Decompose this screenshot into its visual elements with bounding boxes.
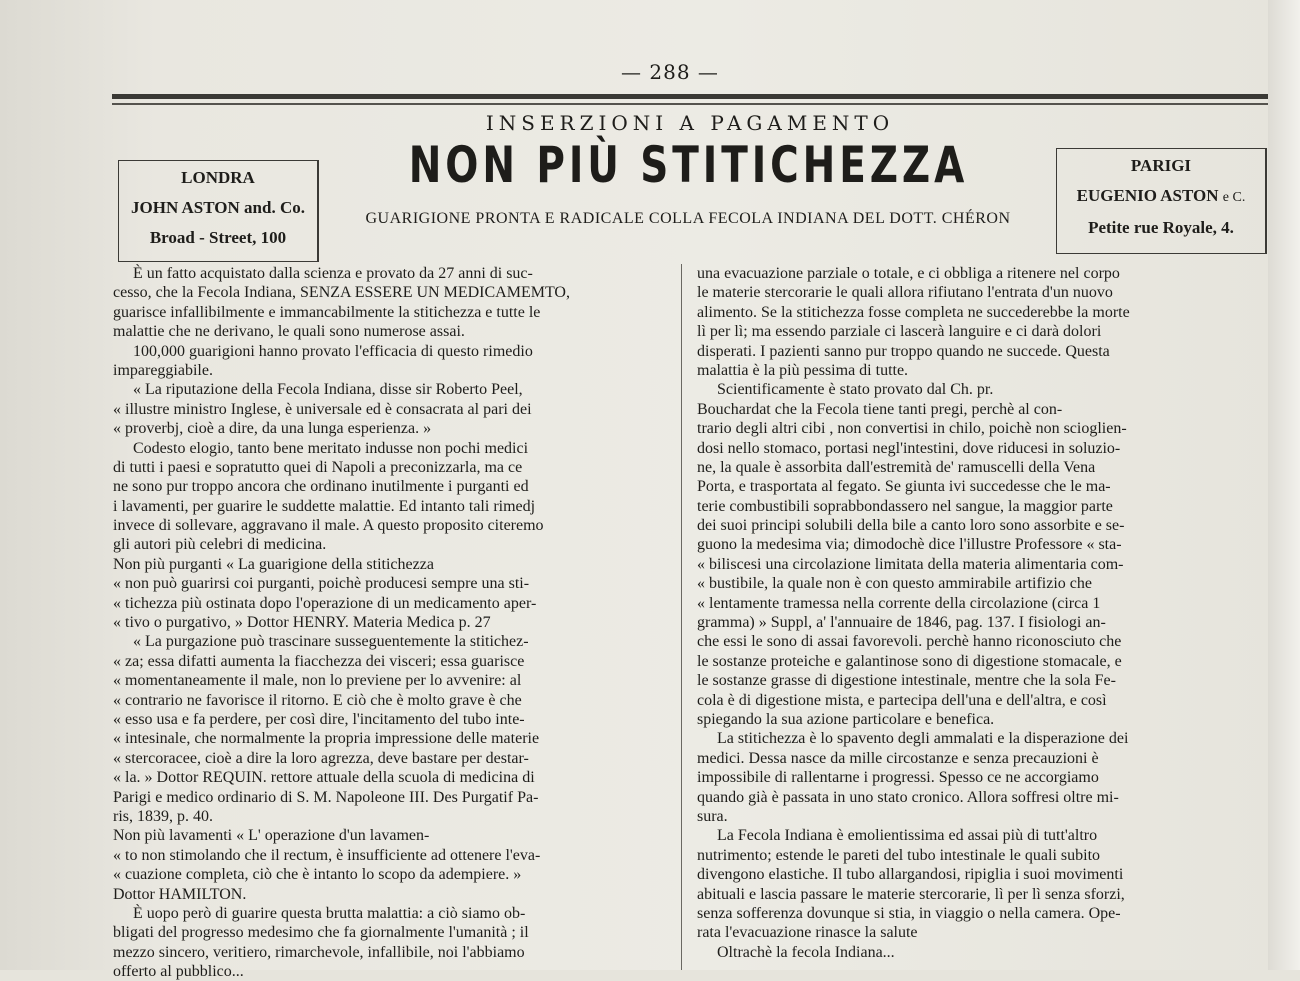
text-line: quando già è passata in uno stato cronico. Allora soffresi oltre mi- bbox=[697, 788, 1119, 806]
text-line: impossibile di rallentarne i progressi. Spesso ce ne accorgiamo bbox=[697, 769, 1099, 787]
text-line: le sostanze proteiche e galantinose sono di digestione stomacale, e bbox=[697, 652, 1122, 670]
text-line: Porta, e trasportata al fegato. Se giunta ivi succedesse che le ma- bbox=[697, 478, 1111, 496]
paris-address-box bbox=[1056, 148, 1267, 254]
article-right-column bbox=[697, 264, 1262, 962]
paris-address: Petite rue Royale, 4. bbox=[1088, 218, 1234, 237]
text-line: mezzo sincero, veritiero, rimarchevole, infallibile, noi l'abbiamo bbox=[113, 943, 525, 961]
text-line: « cuazione completa, ciò che è intanto lo scopo da adempiere. » bbox=[113, 866, 522, 884]
paris-firm-suffix: e C. bbox=[1222, 190, 1246, 205]
text-line: È un fatto acquistato dalla scienza e provato da 27 anni di suc- bbox=[133, 265, 533, 282]
paris-firm-line bbox=[1057, 181, 1265, 213]
text-line: disperati. I pazienti sanno pur troppo quando ne succede. Questa bbox=[697, 342, 1110, 360]
text-line: « illustre ministro Inglese, è universale ed è consacrata al pari dei bbox=[113, 400, 532, 418]
text-line: Parigi e medico ordinario di S. M. Napoleone III. Des Purgatif Pa- bbox=[113, 788, 539, 806]
text-line: guarisce infallibilmente e immancabilmente la stitichezza e tutte le bbox=[113, 303, 541, 321]
article-left-column bbox=[113, 264, 666, 981]
text-line: guono la medesima via; dimodochè dice l'illustre Professore « sta- bbox=[697, 536, 1122, 554]
text-line: « contrario ne favorisce il ritorno. E ciò che è molto grave è che bbox=[113, 691, 522, 709]
london-address: Broad - Street, 100 bbox=[149, 228, 287, 247]
text-line: cola è di digestione mista, e partecipa dell'una e dell'altra, e così bbox=[697, 691, 1107, 709]
text-line: « biliscesi una circolazione limitata della materia alimentaria com- bbox=[697, 555, 1124, 573]
text-line: Scientificamente è stato provato dal Ch. pr. bbox=[717, 381, 994, 399]
text-line: rata l'evacuazione rinasce la salute bbox=[697, 924, 918, 942]
text-line: medici. Dessa nasce da mille circostanze e senza precauzioni è bbox=[697, 749, 1099, 767]
section-title: INSERZIONI A PAGAMENTO bbox=[485, 111, 895, 135]
header-rule-thin bbox=[112, 103, 1268, 105]
ad-headline: NON PIÙ STITICHEZZA bbox=[408, 136, 969, 194]
text-line: « lentamente tramessa nella corrente della circolazione (circa 1 bbox=[697, 594, 1101, 612]
text-line: offerto al pubblico... bbox=[113, 963, 244, 981]
text-line: « La riputazione della Fecola Indiana, disse sir Roberto Peel, bbox=[133, 381, 523, 399]
text-line: « La purgazione può trascinare susseguentemente la stitichez- bbox=[133, 633, 529, 651]
text-line: « bustibile, la quale non è con questo ammirabile artifizio che bbox=[697, 575, 1092, 593]
text-line: ne, la quale è assorbita dall'estremità de' ramuscelli della Vena bbox=[697, 458, 1096, 476]
text-line: invece di sollevare, aggravano il male. A questo proposito citeremo bbox=[113, 517, 544, 535]
text-line: di tutti i paesi e sopratutto quei di Napoli a preconizzarla, ma ce bbox=[113, 458, 523, 476]
text-line: La Fecola Indiana è emolientissima ed assai più di tutt'altro bbox=[717, 827, 1098, 845]
text-line: Non più purganti « La guarigione della stitichezza bbox=[113, 555, 434, 573]
text-line: terie combustibili soprabbondassero nel sangue, la maggior parte bbox=[697, 497, 1113, 515]
text-line: « stercoracee, cioè a dire la loro agrezza, deve bastare per destar- bbox=[113, 749, 529, 767]
text-line: « tichezza più ostinata dopo l'operazione di un medicamento aper- bbox=[113, 594, 537, 612]
text-line: « la. » Dottor REQUIN. rettore attuale della scuola di medicina di bbox=[113, 769, 535, 787]
text-line: alimento. Se la stitichezza fosse completa ne succederebbe la morte bbox=[697, 303, 1130, 321]
london-address-box bbox=[118, 160, 319, 262]
page-edge bbox=[1268, 0, 1300, 970]
ad-subheadline: GUARIGIONE PRONTA E RADICALE COLLA FECOLA INDIANA DEL DOTT. CHÉRON bbox=[365, 210, 1011, 227]
text-line: gramma) » Suppl, a' l'annuaire de 1846, pag. 137. I fisiologi an- bbox=[697, 614, 1106, 632]
text-line: « to non stimolando che il rectum, è insufficiente ad ottenere l'eva- bbox=[113, 846, 541, 864]
text-line: malattia è la più pessima di tutte. bbox=[697, 361, 909, 379]
text-line: bligati del progresso medesimo che fa giornalmente l'umanità ; il bbox=[113, 924, 529, 942]
column-divider bbox=[681, 264, 682, 970]
text-line: dei suoi principi solubili della bile a canto loro sono assorbite e se- bbox=[697, 517, 1125, 535]
text-line: trario degli altri cibi , non convertisi in chilo, poichè non scioglien- bbox=[697, 420, 1127, 438]
text-line: « za; essa difatti aumenta la fiacchezza dei visceri; essa guarisce bbox=[113, 652, 525, 670]
text-line: spiegando la sua azione particolare e benefica. bbox=[697, 710, 995, 728]
text-line: « non può guarirsi coi purganti, poichè producesi sempre una sti- bbox=[113, 575, 530, 593]
text-line: lì per lì; ma essendo parziale ci lascerà languire e ci darà dolori bbox=[697, 323, 1102, 341]
text-line: una evacuazione parziale o totale, e ci obbliga a ritenere nel corpo bbox=[697, 265, 1120, 282]
text-line: che essi le sono di assai favorevoli. perchè hanno riconosciuto che bbox=[697, 633, 1122, 651]
text-line: senza sofferenza dovunque si stia, in viaggio o nella camera. Ope- bbox=[697, 904, 1121, 922]
text-line: dosi nello stomaco, portasi negl'intestini, dove riducesi in soluzio- bbox=[697, 439, 1121, 457]
text-line: impareggiabile. bbox=[113, 361, 213, 379]
text-line: abituali e lascia passare le materie stercorarie, lì per lì senza sforzi, bbox=[697, 885, 1125, 903]
text-line: nutrimento; estende le pareti del tubo intestinale le quali subito bbox=[697, 846, 1101, 864]
text-line: divengono elastiche. Il tubo allargandosi, ripiglia i suoi movimenti bbox=[697, 866, 1124, 884]
paris-city: PARIGI bbox=[1130, 156, 1192, 175]
text-line: gli autori più celebri di medicina. bbox=[113, 536, 327, 554]
london-firm: JOHN ASTON and. Co. bbox=[131, 198, 305, 217]
text-line: La stitichezza è lo spavento degli ammalati e la disperazione dei bbox=[717, 730, 1129, 748]
text-line: sura. bbox=[697, 807, 728, 825]
header-rule bbox=[112, 94, 1268, 99]
text-line: « proverbj, cioè a dire, da una lunga esperienza. » bbox=[113, 420, 432, 438]
text-line: « intesinale, che normalmente la propria impressione delle materie bbox=[113, 730, 540, 748]
text-line: i lavamenti, per guarire le suddette malattie. Ed intanto tali rimedj bbox=[113, 497, 536, 515]
text-line: Non più lavamenti « L' operazione d'un lavamen- bbox=[113, 827, 430, 845]
paris-firm: EUGENIO ASTON bbox=[1076, 186, 1219, 205]
text-line: le materie stercorarie le quali allora rifiutano l'entrata d'un nuovo bbox=[697, 284, 1113, 302]
text-line: « momentaneamente il male, non lo previene per lo avvenire: al bbox=[113, 672, 522, 690]
text-line: « esso usa e fa perdere, per così dire, l'incitamento del tubo inte- bbox=[113, 710, 525, 728]
text-line: malattie che ne derivano, le quali sono numerose assai. bbox=[113, 323, 465, 341]
london-city: LONDRA bbox=[181, 168, 255, 187]
text-line: ne sono pur troppo ancora che ordinano inutilmente i purganti ed bbox=[113, 478, 529, 496]
text-line: 100,000 guarigioni hanno provato l'efficacia di questo rimedio bbox=[133, 342, 533, 360]
text-line: Dottor HAMILTON. bbox=[113, 885, 247, 903]
text-line: Bouchardat che la Fecola tiene tanti pregi, perchè al con- bbox=[697, 400, 1063, 418]
text-line: È uopo però di guarire questa brutta malattia: a ciò siamo ob- bbox=[133, 904, 526, 922]
text-line: le sostanze grasse di digestione intestinale, mentre che la sola Fe- bbox=[697, 672, 1116, 690]
text-line: « tivo o purgativo, » Dottor HENRY. Materia Medica p. 27 bbox=[113, 614, 491, 632]
text-line: Oltrachè la fecola Indiana... bbox=[717, 943, 895, 961]
text-line: ris, 1839, p. 40. bbox=[113, 807, 213, 825]
text-line: cesso, che la Fecola Indiana, SENZA ESSERE UN MEDICAMEMTO, bbox=[113, 284, 570, 302]
page-number: — 288 — bbox=[621, 60, 719, 84]
text-line: Codesto elogio, tanto bene meritato indusse non pochi medici bbox=[133, 439, 529, 457]
